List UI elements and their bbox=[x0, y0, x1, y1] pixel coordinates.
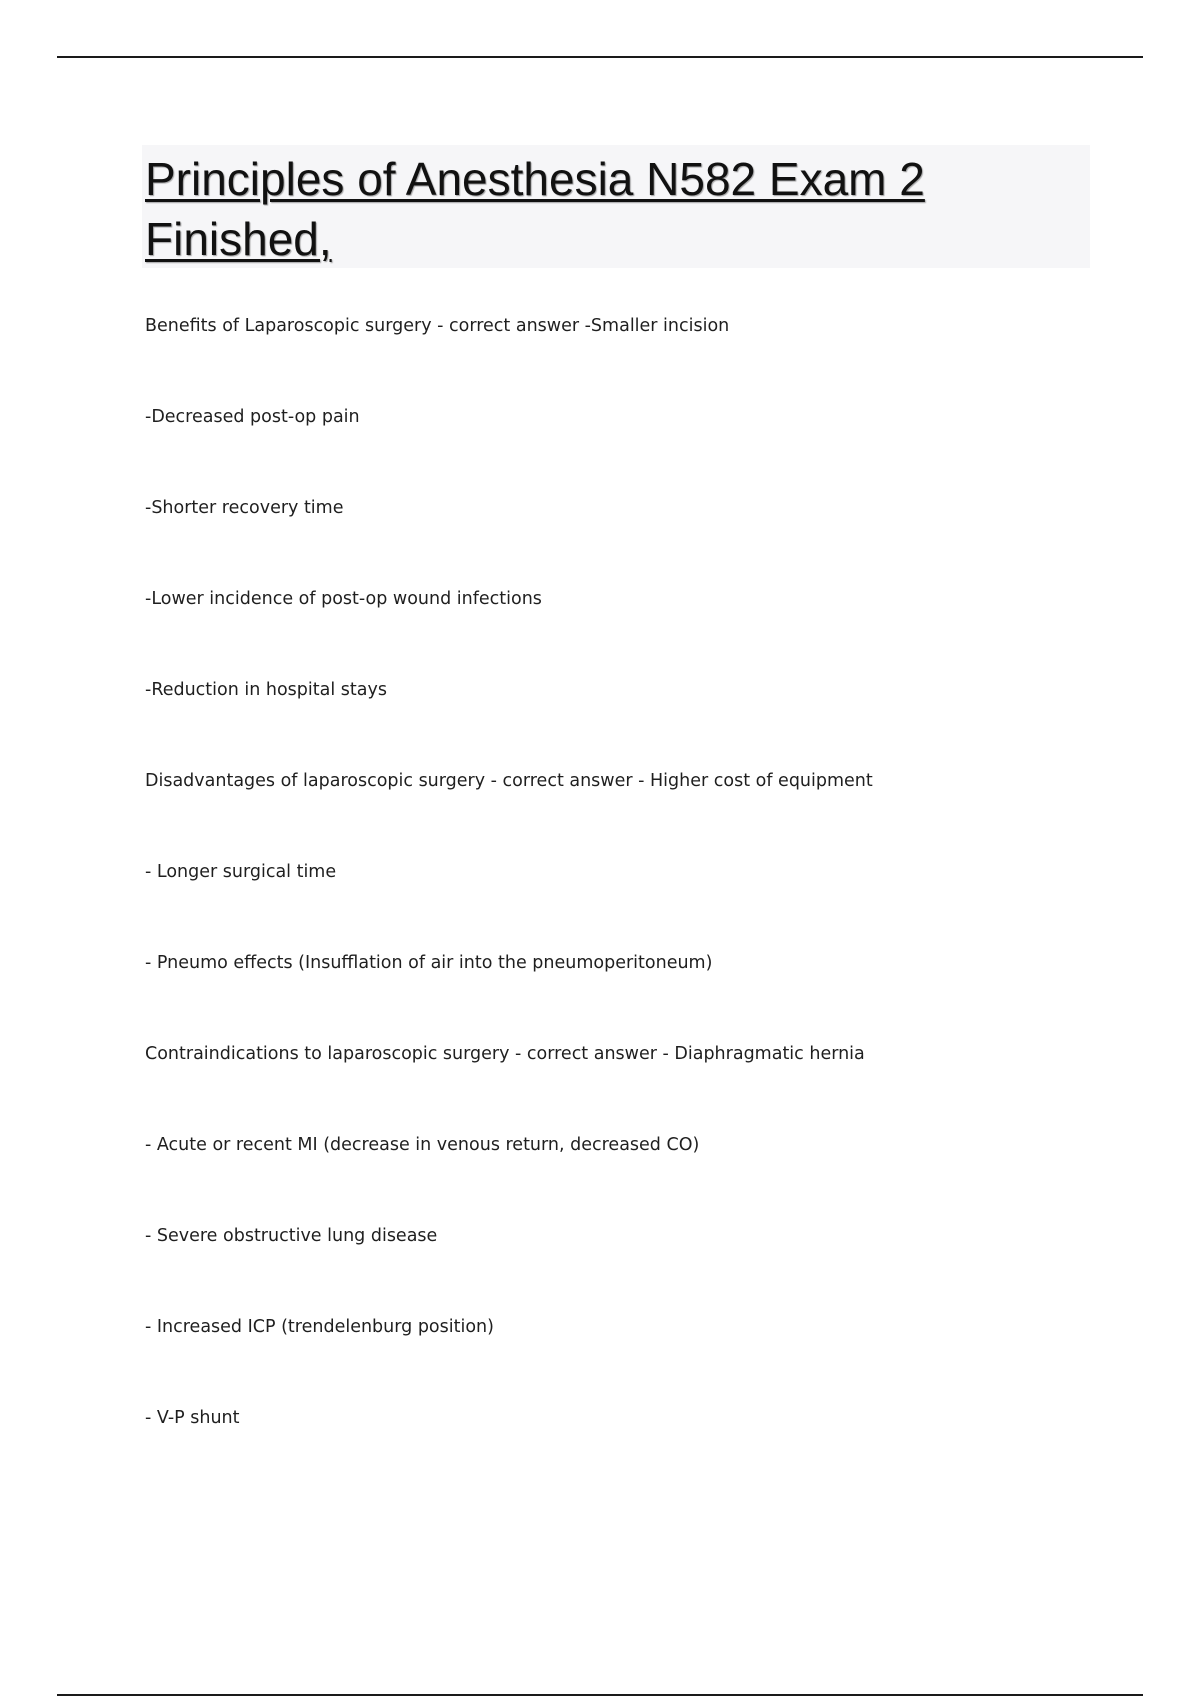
content-line: Disadvantages of laparoscopic surgery - correct answer - Higher cost of equipment bbox=[145, 771, 873, 791]
content-line: -Lower incidence of post-op wound infections bbox=[145, 589, 542, 609]
content-line: - Severe obstructive lung disease bbox=[145, 1226, 438, 1246]
bottom-rule bbox=[57, 1694, 1143, 1696]
content-line: Benefits of Laparoscopic surgery - correct answer -Smaller incision bbox=[145, 316, 730, 336]
content-line: - V-P shunt bbox=[145, 1408, 240, 1428]
content-line: Contraindications to laparoscopic surgery - correct answer - Diaphragmatic hernia bbox=[145, 1044, 865, 1064]
top-rule bbox=[57, 56, 1143, 58]
content-line: -Decreased post-op pain bbox=[145, 407, 360, 427]
content-line: - Longer surgical time bbox=[145, 862, 337, 882]
content-line: - Pneumo effects (Insufflation of air into the pneumoperitoneum) bbox=[145, 953, 713, 973]
title-block bbox=[142, 145, 1090, 268]
document-title: Principles of Anesthesia N582 Exam 2 Finished, bbox=[145, 153, 925, 265]
content-line: -Shorter recovery time bbox=[145, 498, 344, 518]
content-line: - Increased ICP (trendelenburg position) bbox=[145, 1317, 494, 1337]
content-line: -Reduction in hospital stays bbox=[145, 680, 387, 700]
content-line: - Acute or recent MI (decrease in venous return, decreased CO) bbox=[145, 1135, 700, 1155]
content-lines bbox=[145, 313, 1135, 1496]
